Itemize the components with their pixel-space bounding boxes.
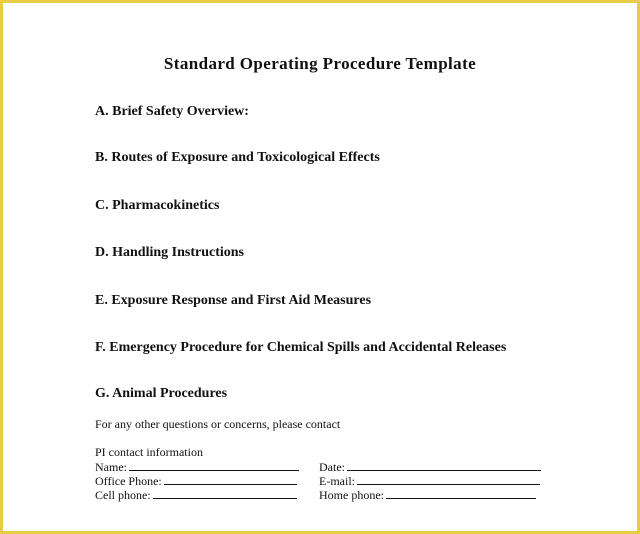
section-a-heading: A. Brief Safety Overview:: [95, 104, 249, 119]
office-phone-label: Office Phone:: [95, 474, 162, 488]
section-c-heading: C. Pharmacokinetics: [95, 198, 220, 213]
section-f-heading: F. Emergency Procedure for Chemical Spills and Accidental Releases: [95, 340, 507, 355]
cell-phone-field: [95, 487, 297, 503]
date-label: Date:: [319, 460, 345, 474]
name-blank-line[interactable]: [129, 459, 299, 471]
name-label: Name:: [95, 460, 127, 474]
home-phone-field: [319, 487, 536, 503]
office-phone-blank-line[interactable]: [164, 473, 297, 485]
cell-phone-label: Cell phone:: [95, 488, 151, 502]
section-e-heading: E. Exposure Response and First Aid Measures: [95, 293, 372, 308]
cell-phone-blank-line[interactable]: [153, 487, 297, 499]
home-phone-label: Home phone:: [319, 488, 384, 502]
email-label: E-mail:: [319, 474, 355, 488]
contact-heading: PI contact information: [95, 445, 203, 459]
contact-prompt: For any other questions or concerns, please contact: [95, 417, 341, 431]
email-blank-line[interactable]: [357, 473, 540, 485]
date-blank-line[interactable]: [347, 459, 541, 471]
section-d-heading: D. Handling Instructions: [95, 245, 244, 260]
section-b-heading: B. Routes of Exposure and Toxicological Effects: [95, 150, 380, 165]
home-phone-blank-line[interactable]: [386, 487, 536, 499]
document-title: Standard Operating Procedure Template: [163, 54, 477, 73]
section-g-heading: G. Animal Procedures: [95, 386, 228, 401]
